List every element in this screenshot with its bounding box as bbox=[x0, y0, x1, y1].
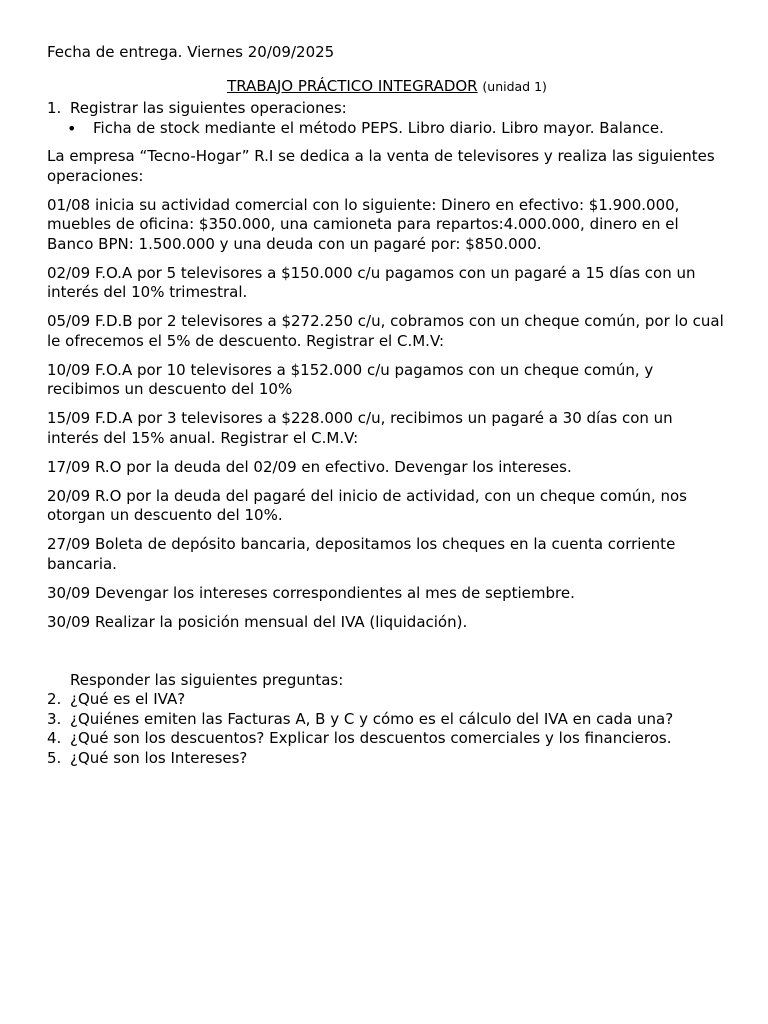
intro-paragraph: La empresa “Tecno-Hogar” R.I se dedica a la venta de televisores y realiza las siguientes operaciones: bbox=[47, 147, 715, 185]
question-number: 2. bbox=[47, 690, 62, 708]
list-item-text: Registrar las siguientes operaciones: bbox=[70, 99, 347, 117]
operation-paragraph: 17/09 R.O por la deuda del 02/09 en efectivo. Devengar los intereses. bbox=[47, 457, 572, 476]
question-item bbox=[47, 710, 727, 730]
due-date-line: Fecha de entrega. Viernes 20/09/2025 bbox=[47, 43, 335, 61]
operation-paragraph: 10/09 F.O.A por 10 televisores a $152.000 c/u pagamos con un cheque común, y recibimos un descuento del 10% bbox=[47, 360, 654, 398]
document-title-row bbox=[47, 77, 727, 97]
questions-list bbox=[47, 690, 727, 768]
operation-paragraph: 20/09 R.O por la deuda del pagaré del inicio de actividad, con un cheque común, nos otorgan un descuento del 10%. bbox=[47, 486, 687, 524]
operation-paragraph: 15/09 F.D.A por 3 televisores a $228.000 c/u, recibimos un pagaré a 30 días con un interés del 15% anual. Registrar el C.M.V: bbox=[47, 409, 673, 447]
spacer bbox=[47, 642, 727, 671]
document-title: TRABAJO PRÁCTICO INTEGRADOR bbox=[227, 76, 478, 95]
question-text: ¿Qué son los descuentos? Explicar los descuentos comerciales y los financieros. bbox=[70, 729, 672, 747]
bullet-icon: • bbox=[67, 118, 77, 138]
operation-paragraph: 30/09 Realizar la posición mensual del IVA (liquidación). bbox=[47, 612, 468, 631]
question-number: 3. bbox=[47, 709, 62, 728]
bullet-item bbox=[47, 119, 727, 139]
question-item bbox=[47, 749, 727, 769]
question-item bbox=[47, 690, 727, 710]
operation-paragraph: 01/08 inicia su actividad comercial con lo siguiente: Dinero en efectivo: $1.900.000, muebles de oficina: $350.000, una camioneta para repartos:4.000.000, dinero en el Banco BPN: 1.500.000 y una deuda con un pagaré por: $850.000. bbox=[47, 195, 680, 253]
question-text: ¿Quiénes emiten las Facturas A, B y C y cómo es el cálculo del IVA en cada una? bbox=[70, 709, 674, 728]
question-text: ¿Qué es el IVA? bbox=[70, 690, 186, 708]
operation-paragraph: 02/09 F.O.A por 5 televisores a $150.000 c/u pagamos con un pagaré a 15 días con un interés del 10% trimestral. bbox=[47, 263, 696, 301]
list-number: 1. bbox=[47, 99, 62, 117]
question-number: 5. bbox=[47, 748, 62, 767]
question-text: ¿Qué son los Intereses? bbox=[70, 748, 248, 767]
operation-paragraph: 30/09 Devengar los intereses correspondientes al mes de septiembre. bbox=[47, 583, 575, 602]
question-item bbox=[47, 729, 727, 749]
questions-intro: Responder las siguientes preguntas: bbox=[70, 670, 344, 689]
bullet-text: Ficha de stock mediante el método PEPS. Libro diario. Libro mayor. Balance. bbox=[93, 118, 664, 137]
list-item-1 bbox=[47, 99, 727, 119]
operation-paragraph: 05/09 F.D.B por 2 televisores a $272.250 c/u, cobramos con un cheque común, por lo cual le ofrecemos el 5% de descuento. Registrar el C.M.V: bbox=[47, 312, 724, 350]
document-subtitle: (unidad 1) bbox=[482, 78, 547, 94]
document-page bbox=[47, 43, 727, 768]
question-number: 4. bbox=[47, 729, 62, 747]
operation-paragraph: 27/09 Boleta de depósito bancaria, depositamos los cheques en la cuenta corriente bancaria. bbox=[47, 535, 676, 573]
